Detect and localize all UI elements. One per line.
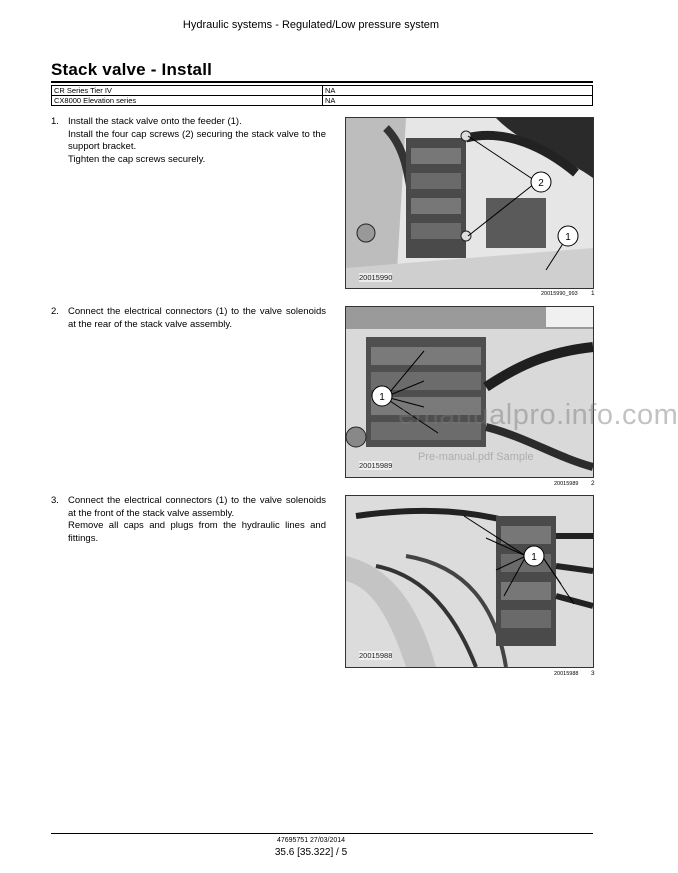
figure-index: 1 [591,290,595,297]
callout-1-label: 1 [565,232,571,243]
figure-caption-code: 20015988 [554,671,579,677]
figure-id: 20015990 [359,273,393,282]
footer-page-number: 35.6 [35.322] / 5 [274,847,348,858]
step-text: Connect the electrical connectors (1) to the valve solenoids at the front of the stack valve assembly. [68,495,326,519]
step-text: Install the four cap screws (2) securing the stack valve to the support bracket. [68,128,326,152]
step-text: Tighten the cap screws securely. [68,153,206,165]
figure-3-photo [345,495,594,668]
step-number: 1. [51,116,59,127]
model-cell: CX8000 Elevation series [52,96,323,106]
figure-caption [554,480,595,487]
applicability-table [51,85,593,106]
footer-doc-number: 47695751 27/03/2014 [276,837,346,844]
value-cell: NA [323,86,593,96]
callout-2-label: 2 [538,178,544,189]
model-cell: CR Series Tier IV [52,86,323,96]
figure-1-photo [345,117,594,289]
step-3 [51,495,326,545]
figure-caption [554,670,595,677]
footer-divider [51,833,593,834]
step-number: 3. [51,495,59,506]
figure-id: 20015989 [359,461,393,470]
value-cell: NA [323,96,593,106]
page-header: Hydraulic systems - Regulated/Low pressure system [182,19,440,31]
step-1 [51,116,326,166]
figure-caption-code: 20015989 [554,481,579,487]
watermark-sub: Pre-manual.pdf Sample [418,451,534,463]
figure-caption [541,290,595,297]
watermark-main: emanualpro.info.com [398,399,678,431]
title-divider [51,81,593,83]
figure-id: 20015988 [359,651,393,660]
figure-caption-code: 20015990_993 [541,291,578,297]
figure-index: 2 [591,480,595,487]
callout-1-label: 1 [379,392,385,403]
callout-1-label: 1 [531,552,537,563]
applicability-row [52,86,593,96]
step-text: Install the stack valve onto the feeder (1). [68,116,242,127]
step-text: Connect the electrical connectors (1) to the valve solenoids at the rear of the stack valve assembly. [68,306,326,330]
step-number: 2. [51,306,59,317]
figure-index: 3 [591,670,595,677]
applicability-row [52,96,593,106]
section-title: Stack valve - Install [51,60,213,79]
step-text: Remove all caps and plugs from the hydraulic lines and fittings. [68,520,326,544]
step-2 [51,306,326,331]
